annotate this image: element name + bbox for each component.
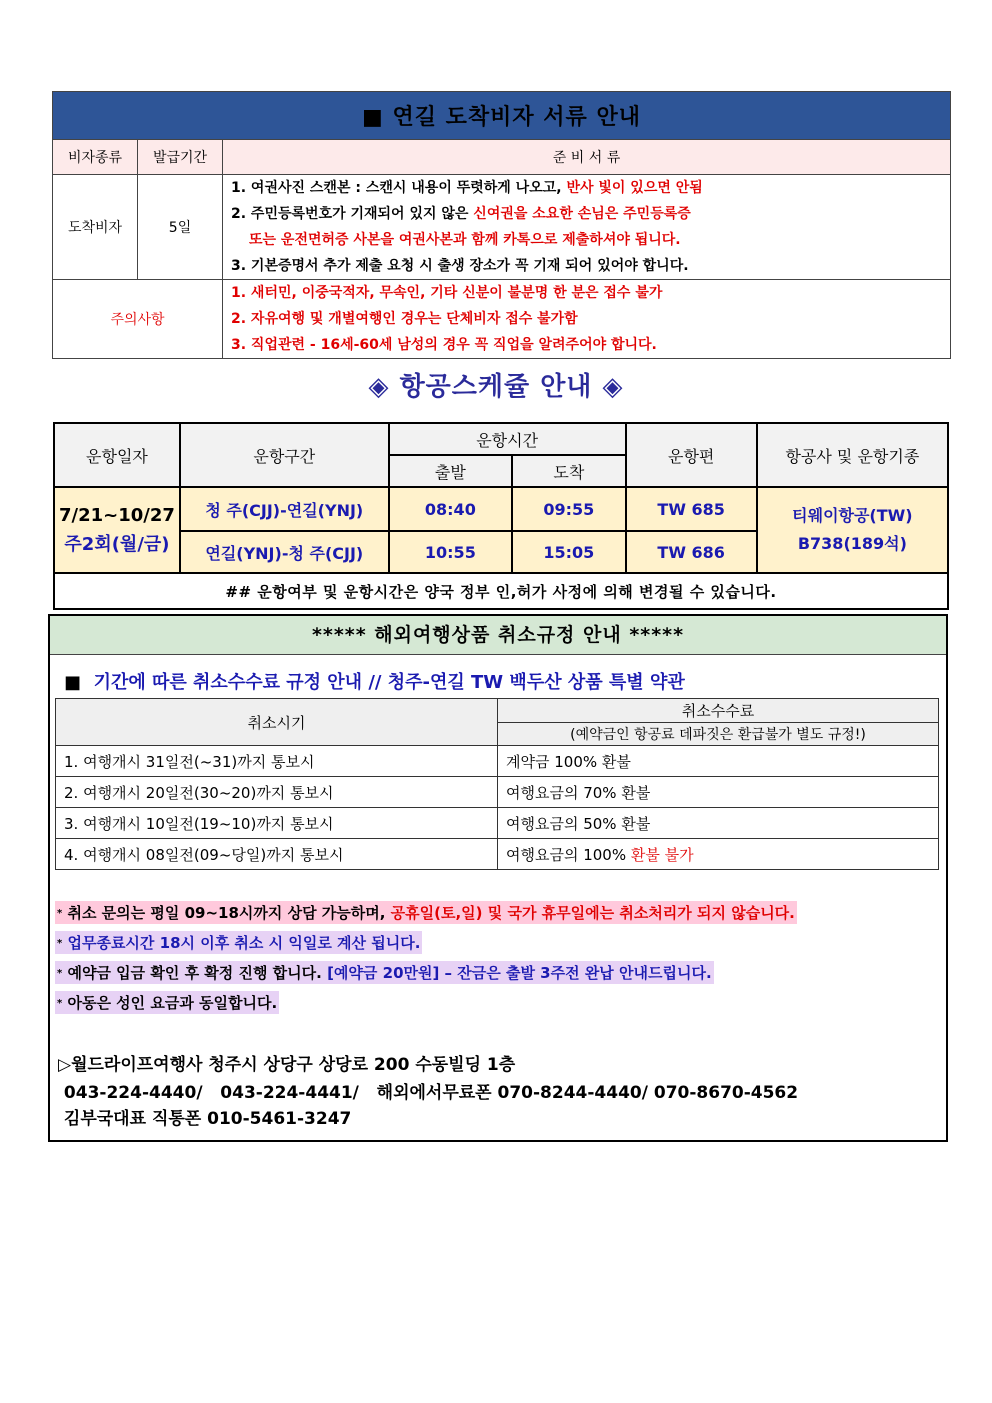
table-row: 2. 여행개시 20일전(30~20)까지 통보시 여행요금의 70% 환불 — [56, 777, 939, 808]
route-outbound: 청 주(CJJ)-연길(YNJ) — [180, 487, 389, 531]
header-route: 운항구간 — [180, 423, 389, 487]
visa-table — [52, 91, 951, 359]
cancel-section — [48, 614, 948, 1142]
route-inbound: 연길(YNJ)-청 주(CJJ) — [180, 531, 389, 573]
contact-phones: 043-224-4440/ 043-224-4441/ 해외에서무료폰 070-8244-4440/ 070-8670-4562 — [58, 1083, 799, 1103]
contact-direct: 김부국대표 직통폰 010-5461-3247 — [58, 1109, 352, 1129]
visa-header-period: 발급기간 — [138, 140, 223, 175]
visa-caution-2: 2. 자유여행 및 개별여행인 경우는 단체비자 접수 불가함 — [231, 311, 578, 327]
header-date: 운항일자 — [54, 423, 180, 487]
cancel-col-fee-note: (예약금인 항공료 데파짓은 환급불가 별도 규정!) — [498, 722, 939, 746]
visa-title: ■ 연길 도착비자 서류 안내 — [53, 92, 951, 140]
airline-info: 티웨이항공(TW) B738(189석) — [757, 487, 948, 573]
visa-type: 도착비자 — [53, 175, 138, 280]
cancel-col-fee: 취소수수료 — [498, 699, 939, 723]
flight-table — [53, 422, 949, 610]
table-row: 4. 여행개시 08일전(09~당일)까지 통보시 여행요금의 100% 환불 불가 — [56, 839, 939, 870]
arrive-outbound: 09:55 — [512, 487, 626, 531]
header-flight: 운항편 — [626, 423, 757, 487]
cancel-col-when: 취소시기 — [56, 699, 498, 746]
notice-3: * 예약금 입금 확인 후 확정 진행 합니다. [예약금 20만원] – 잔금은 출발 3주전 완납 안내드립니다. — [55, 961, 714, 984]
notice-1: * 취소 문의는 평일 09~18시까지 상담 가능하며, 공휴일(토,일) 및 국가 휴무일에는 취소처리가 되지 않습니다. — [55, 901, 797, 924]
arrive-inbound: 15:05 — [512, 531, 626, 573]
visa-doc-1: 1. 여권사진 스캔본 : 스캔시 내용이 뚜렷하게 나오고, 반사 빛이 있으면 안됨 — [231, 180, 703, 196]
visa-caution-1: 1. 새터민, 이중국적자, 무속인, 기타 신분이 불분명 한 분은 접수 불가 — [231, 285, 663, 301]
contact-address: ▷월드라이프여행사 청주시 상당구 상당로 200 수동빌딩 1층 — [58, 1055, 516, 1075]
depart-outbound: 08:40 — [389, 487, 512, 531]
square-bullet-icon: ■ — [64, 672, 82, 693]
flight-outbound: TW 685 — [626, 487, 757, 531]
cancel-fee-table — [55, 698, 939, 870]
notice-2: * 업무종료시간 18시 이후 취소 시 익일로 계산 됩니다. — [55, 931, 422, 954]
visa-caution-3: 3. 직업관련 - 16세-60세 남성의 경우 꼭 직업을 알려주어야 합니다. — [231, 337, 657, 353]
visa-caution-label: 주의사항 — [53, 280, 223, 359]
header-time: 운항시간 — [389, 423, 626, 455]
visa-cautions — [223, 280, 951, 359]
schedule-title: ◈ 항공스케쥴 안내 ◈ — [368, 372, 624, 402]
header-arrive: 도착 — [512, 455, 626, 487]
notice-4: * 아동은 성인 요금과 동일합니다. — [55, 991, 279, 1014]
table-row: 3. 여행개시 10일전(19~10)까지 통보시 여행요금의 50% 환불 — [56, 808, 939, 839]
cancel-title: ***** 해외여행상품 취소규정 안내 ***** — [50, 616, 946, 655]
header-airline: 항공사 및 운항기종 — [757, 423, 948, 487]
depart-inbound: 10:55 — [389, 531, 512, 573]
header-depart: 출발 — [389, 455, 512, 487]
cancel-subtitle: ■ 기간에 따른 취소수수료 규정 안내 // 청주-연길 TW 백두산 상품 특별 약관 — [64, 672, 685, 693]
visa-period: 5일 — [138, 175, 223, 280]
visa-header-docs: 준 비 서 류 — [223, 140, 951, 175]
visa-doc-2: 2. 주민등록번호가 기재되어 있지 않은 신여권을 소요한 손님은 주민등록증 — [231, 206, 691, 222]
table-row: 1. 여행개시 31일전(~31)까지 통보시 계약금 100% 환불 — [56, 746, 939, 777]
schedule-period: 7/21~10/27 주2회(월/금) — [54, 487, 180, 573]
schedule-note: ## 운항여부 및 운항시간은 양국 정부 인,허가 사정에 의해 변경될 수 있습니다. — [54, 573, 948, 609]
flight-inbound: TW 686 — [626, 531, 757, 573]
visa-doc-2-cont: 또는 운전면허증 사본을 여권사본과 함께 카톡으로 제출하셔야 됩니다. — [249, 232, 681, 248]
visa-docs — [223, 175, 951, 280]
visa-header-type: 비자종류 — [53, 140, 138, 175]
visa-doc-3: 3. 기본증명서 추가 제출 요청 시 출생 장소가 꼭 기재 되어 있어야 합니다. — [231, 258, 689, 274]
